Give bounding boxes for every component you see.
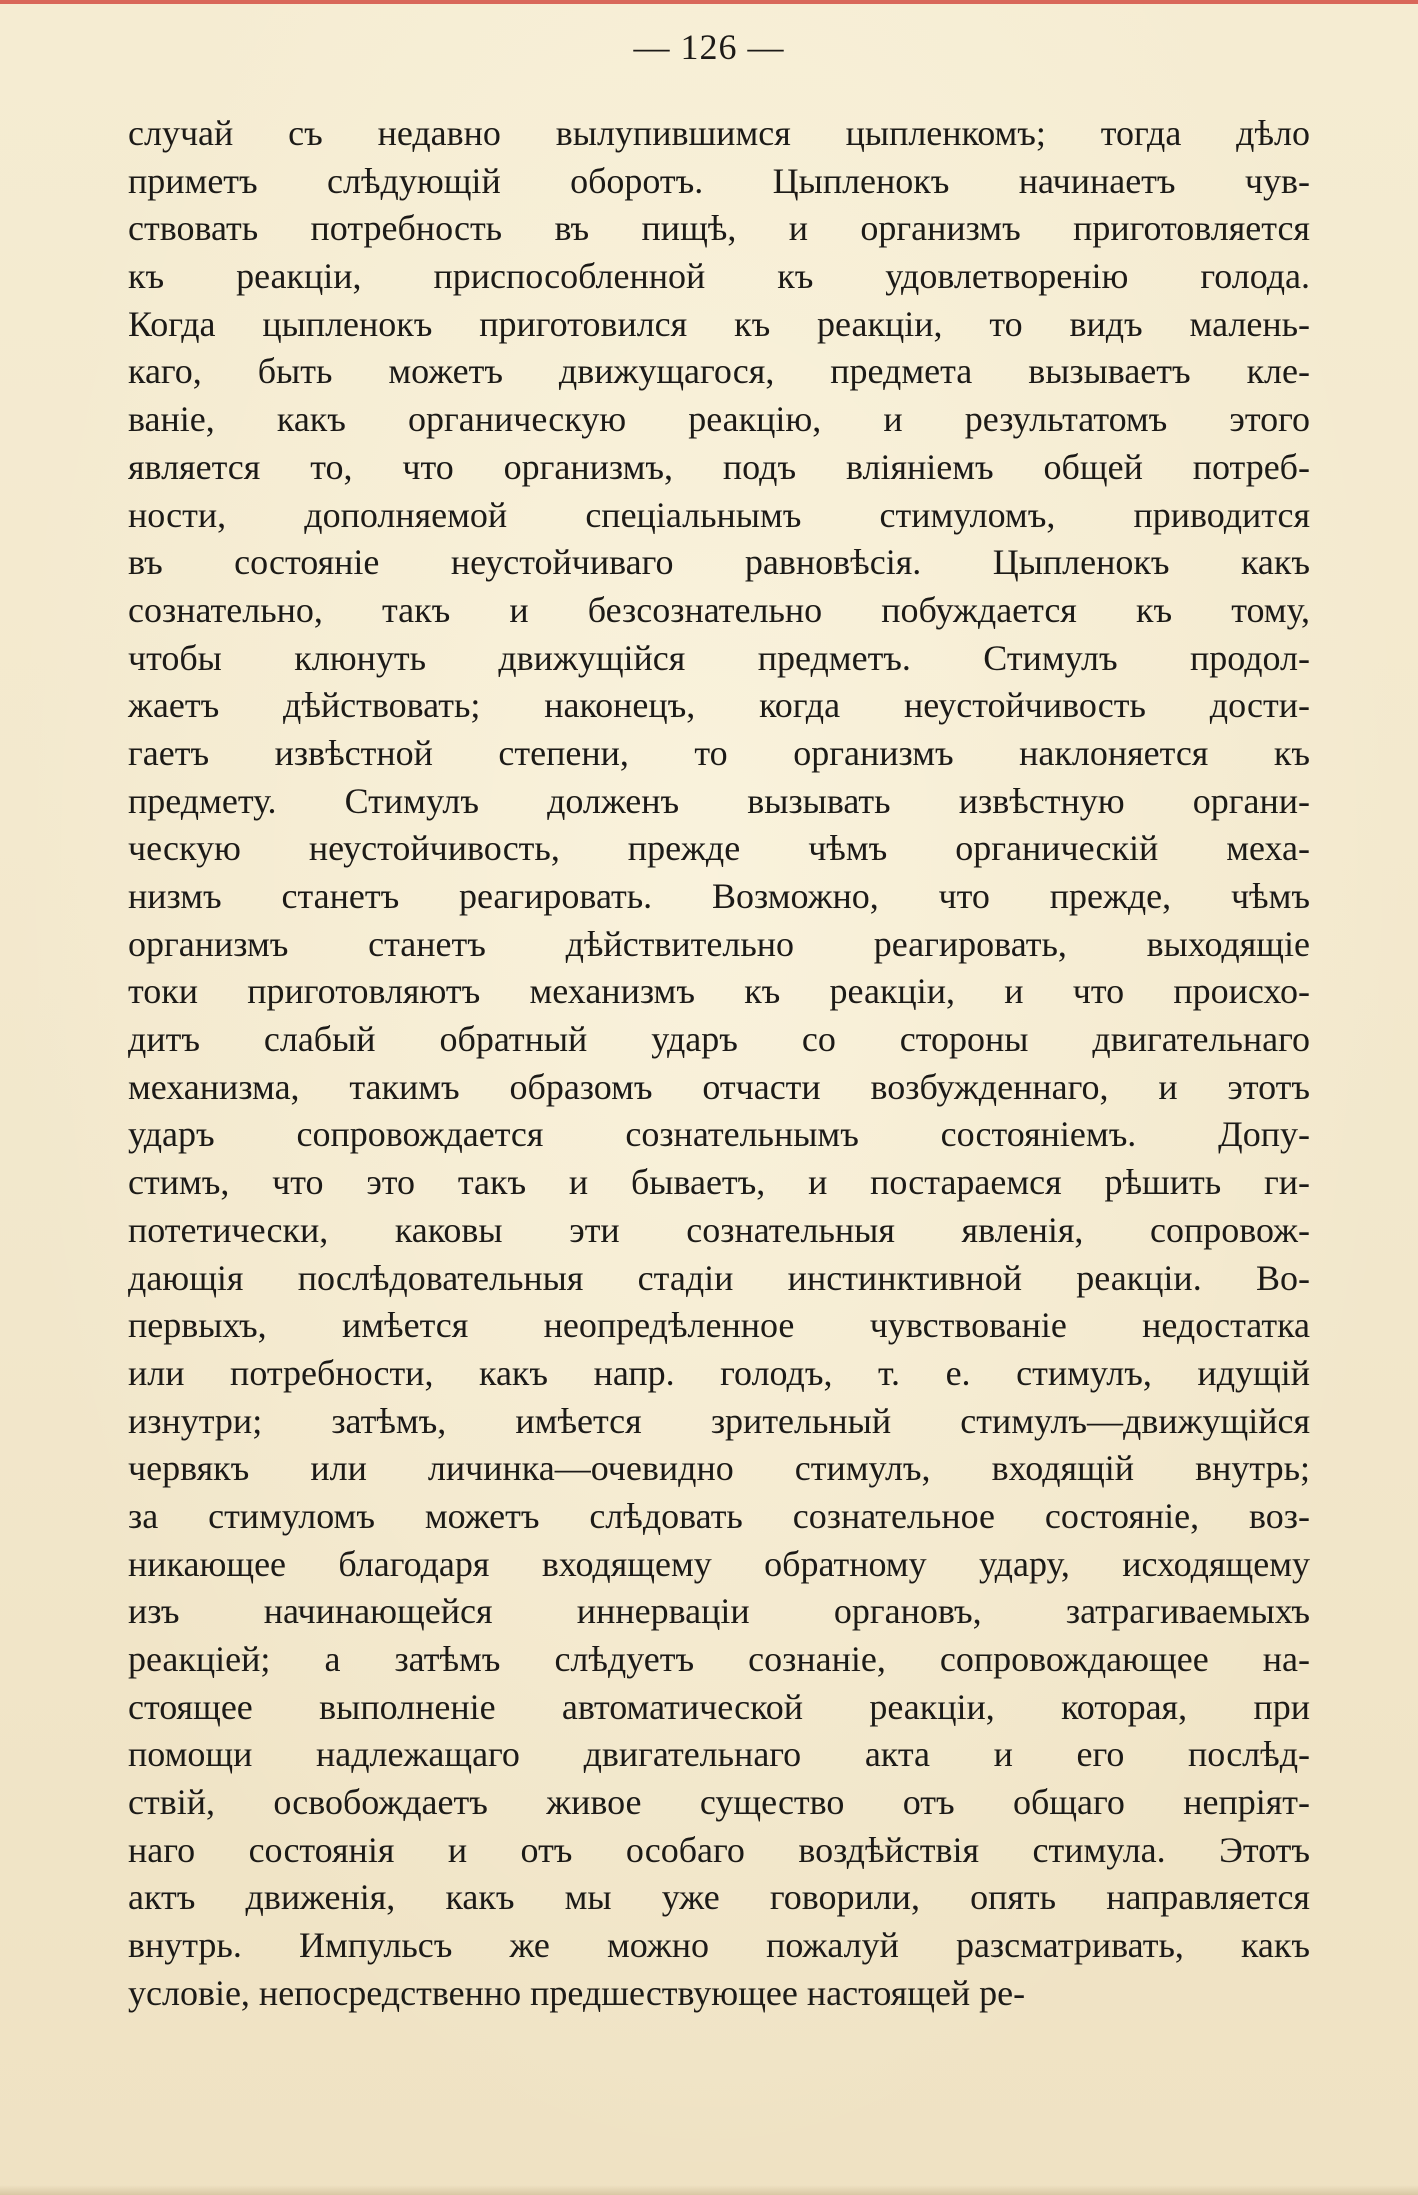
text-line: червякъ или личинка—очевидно стимулъ, входящій внутрь; [128, 1448, 1310, 1489]
text-line: въ состояніе неустойчиваго равновѣсія. Цыпленокъ какъ [128, 542, 1310, 583]
text-line: реакціей; а затѣмъ слѣдуетъ сознаніе, сопровождающее на- [128, 1639, 1310, 1679]
text-line: ческую неустойчивость, прежде чѣмъ органическій меха- [128, 828, 1310, 869]
text-line: низмъ станетъ реагировать. Возможно, что прежде, чѣмъ [128, 876, 1310, 916]
text-line: ваніе, какъ органическую реакцію, и результатомъ этого [128, 399, 1310, 440]
text-line: ности, дополняемой спеціальнымъ стимуломъ, приводится [128, 494, 1310, 535]
text-line: первыхъ, имѣется неопредѣленное чувствованіе недостатка [128, 1305, 1310, 1346]
page-bottom-edge [0, 2185, 1418, 2195]
text-line: стоящее выполненіе автоматической реакціи, которая, при [128, 1686, 1310, 1727]
text-line: внутрь. Импульсъ же можно пожалуй разсматривать, какъ [128, 1925, 1310, 1966]
page-body-text [128, 110, 1310, 2018]
page-top-edge [0, 0, 1418, 4]
text-line: наго состоянія и отъ особаго воздѣйствія стимула. Этотъ [128, 1829, 1310, 1870]
text-line: гаетъ извѣстной степени, то организмъ наклоняется къ [128, 732, 1310, 773]
text-line: сознательно, такъ и безсознательно побуждается къ тому, [128, 589, 1310, 630]
text-line: механизма, такимъ образомъ отчасти возбужденнаго, и этотъ [128, 1066, 1310, 1107]
text-line: ствій, освобождаетъ живое существо отъ общаго непріят- [128, 1782, 1310, 1823]
text-line: жаетъ дѣйствовать; наконецъ, когда неустойчивость дости- [128, 685, 1310, 726]
text-line: за стимуломъ можетъ слѣдовать сознательное состояніе, воз- [128, 1495, 1310, 1536]
text-line: никающее благодаря входящему обратному удару, исходящему [128, 1543, 1310, 1584]
text-line: помощи надлежащаго двигательнаго акта и его послѣд- [128, 1734, 1310, 1775]
text-line: организмъ станетъ дѣйствительно реагировать, выходящіе [128, 923, 1310, 964]
text-line: изъ начинающейся иннерваціи органовъ, затрагиваемыхъ [128, 1591, 1310, 1632]
page-number: — 126 — [633, 27, 785, 67]
text-line: приметъ слѣдующій оборотъ. Цыпленокъ начинаетъ чув- [128, 160, 1310, 201]
text-line: стимъ, что это такъ и бываетъ, и постараемся рѣшить ги- [128, 1162, 1310, 1203]
text-line: ударъ сопровождается сознательнымъ состояніемъ. Допу- [128, 1114, 1310, 1155]
text-line: ствовать потребность въ пищѣ, и организмъ приготовляется [128, 208, 1310, 249]
text-line: предмету. Стимулъ долженъ вызывать извѣстную органи- [128, 780, 1310, 821]
text-line: изнутри; затѣмъ, имѣется зрительный стимулъ—движущійся [128, 1400, 1310, 1441]
text-line: дитъ слабый обратный ударъ со стороны двигательнаго [128, 1019, 1310, 1060]
text-line: потетически, каковы эти сознательныя явленія, сопровож- [128, 1209, 1310, 1250]
text-line: условіе, непосредственно предшествующее настоящей ре- [128, 1972, 1026, 2013]
text-line: каго, быть можетъ движущагося, предмета вызываетъ кле- [128, 351, 1310, 392]
text-line: случай съ недавно вылупившимся цыпленкомъ; тогда дѣло [128, 113, 1310, 153]
text-line: токи приготовляютъ механизмъ къ реакціи, и что происхо- [128, 971, 1310, 1012]
text-line: чтобы клюнуть движущійся предметъ. Стимулъ продол- [128, 637, 1310, 678]
text-line: дающія послѣдовательныя стадіи инстинктивной реакціи. Во- [128, 1257, 1310, 1298]
text-line: является то, что организмъ, подъ вліяніемъ общей потреб- [128, 446, 1310, 487]
text-line: актъ движенія, какъ мы уже говорили, опять направляется [128, 1877, 1310, 1918]
text-line: Когда цыпленокъ приготовился къ реакціи, то видъ малень- [128, 303, 1310, 344]
text-line: къ реакціи, приспособленной къ удовлетворенію голода. [128, 256, 1310, 297]
text-line: или потребности, какъ напр. голодъ, т. е. стимулъ, идущій [128, 1352, 1310, 1393]
